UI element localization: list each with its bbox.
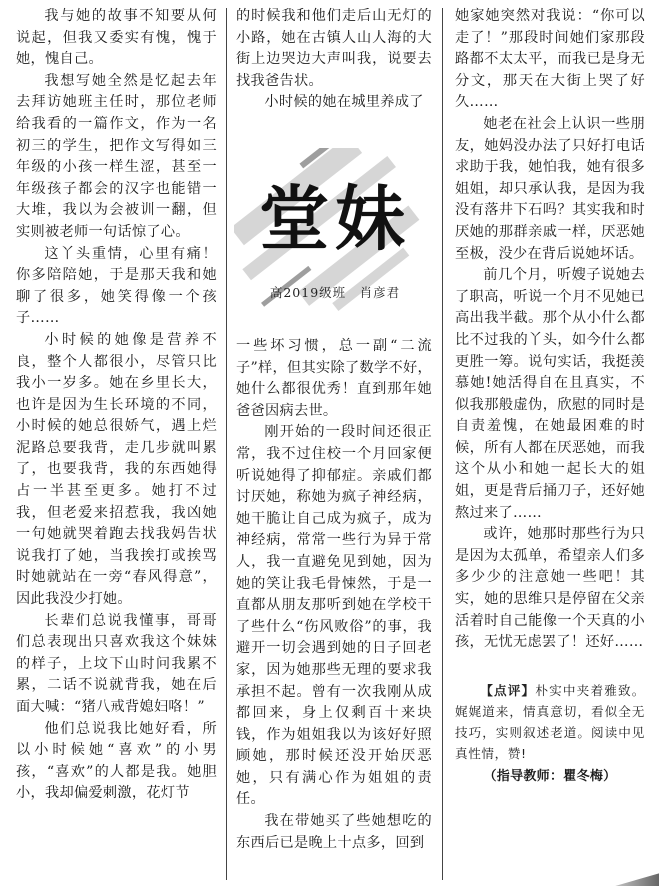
paragraph: 我想写她全然是忆起去年去拜访她班主任时，那位老师给我看的一篇作文，作为一名初三的学生，把作文写得如三年级的小孩一样生涩，甚至一年级孩子都会的汉字也能错一大堆，我以为会被训一翻，但实则被老师一句话惊了心。 <box>16 72 217 240</box>
paragraph: 小时候的她像是营养不良，整个人都很小，尽管只比我小一岁多。她在乡里长大，也许是因为生长环境的不同，小时候的她总很娇气，遇上烂泥路总要我背，走几步就叫累了，也要我背，我的东西她得占一半甚至更多。她打不过我，但老爱来招惹我，我凶她一句她就哭着跑去找我妈告状说我打了她，当我挨打或挨骂时她就站在一旁“春风得意”，因此我没少打她。 <box>16 331 217 608</box>
column-divider-2 <box>442 8 443 880</box>
paragraph: 长辈们总说我懂事，哥哥们总表现出只喜欢我这个妹妹的样子，上坟下山时问我累不累，二话不说就背我，她在后面大喊：“猪八戒背媳妇咯！” <box>16 612 217 715</box>
paragraph: 刚开始的一段时间还很正常，我不过住校一个月回家便听说她得了抑郁症。亲戚们都讨厌她，称她为疯子神经病，她干脆让自己成为疯子，成为神经病，常常一些行为异于常人，我一直避免见到她，因为她的笑让我毛骨悚然，于是一直都从朋友那听到她在学校干了些什么“伤风败俗”的事，我避开一切会遇到她的日子回老家，因为她那些无理的要求我承担不起。曾有一次我刚从成都回来，身上仅剩百十来块钱，作为姐姐我以为该好好照顾她，那时候还没开始厌恶她，只有满心作为姐姐的责任。 <box>236 424 432 808</box>
paragraph: 我与她的故事不知要从何说起，但我又委实有愧，愧于她，愧自己。 <box>16 8 217 68</box>
review-tag: 【点评】 <box>480 682 536 698</box>
paragraph: 的时候我和他们走后山无灯的小路，她在古镇人山人海的大街上边哭边大声叫我，说要去找我爸告状。 <box>236 8 432 89</box>
paragraph: 小时候的她在城里养成了 <box>264 94 424 111</box>
review-body: 朴实中夹着雅致。娓娓道来，情真意切，看似全无技巧，实则叙述老道。阅读中见真性情，赞! <box>455 682 645 761</box>
column-divider-1 <box>226 8 227 880</box>
paragraph: 或许，她那时那些行为只是因为太孤单，希望亲人们多多少少的注意她一些吧！其实，她的思维只是停留在父亲活着时自己能像一个天真的小孩，无忧无虑罢了！还好…… <box>455 526 645 651</box>
column-2-bottom <box>236 336 432 854</box>
paragraph: 这丫头重情，心里有痛！你多陪陪她，于是那天我和她聊了很多，她笑得像一个孩子…… <box>16 245 217 327</box>
teacher-credit: （指导教师：瞿冬梅） <box>483 768 617 784</box>
paragraph: 她老在社会上认识一些朋友，她妈没办法了只好打电话求助于我，她怕我，她有很多姐姐，却只承认我，是因为我没有落井下石吗？其实我和时厌她的那群亲戚一样，厌恶她至极，没少在背后说她坏话。 <box>455 115 645 262</box>
paragraph: 他们总说我比她好看，所以小时候她“喜欢”的小男孩，“喜欢”的人都是我。她胆小，我却偏爱刺激，花灯节 <box>16 720 217 802</box>
title-block <box>234 148 436 332</box>
paragraph: 一些坏习惯，总一副“二流子”样，但其实除了数学不好，她什么都很优秀！直到那年她爸爸因病去世。 <box>236 338 432 419</box>
paragraph: 我在带她买了些她想吃的东西后已是晚上十点多，回到 <box>236 813 432 851</box>
column-2-top <box>236 6 432 114</box>
column-3 <box>455 6 645 787</box>
article-title: 堂妹 <box>259 177 411 260</box>
column-1 <box>16 6 217 805</box>
review-text <box>455 680 645 764</box>
paragraph: 前几个月，听嫂子说她去了职高，听说一个月不见她已高出我半截。那个从小什么都比不过我的丫头，如今什么都更胜一筹。说句实话，我挺羡慕她!她活得自在且真实，不似我那般虚伪，欣慰的同时是自责羞愧，在她最困难的时候，所有人都在厌恶她，而我这个从小和她一起长大的姐姐，更是背后捅刀子，还好她熬过来了…… <box>455 267 645 521</box>
review-comment <box>455 680 645 788</box>
page-corner-decoration <box>586 868 659 886</box>
paragraph: 她家她突然对我说：“你可以走了！”那段时间她们家那段路都不太太平，而我已是身无分文，那天在大街上哭了好久…… <box>455 8 645 111</box>
author-byline: 高2019级班 肖彦君 <box>269 285 401 300</box>
